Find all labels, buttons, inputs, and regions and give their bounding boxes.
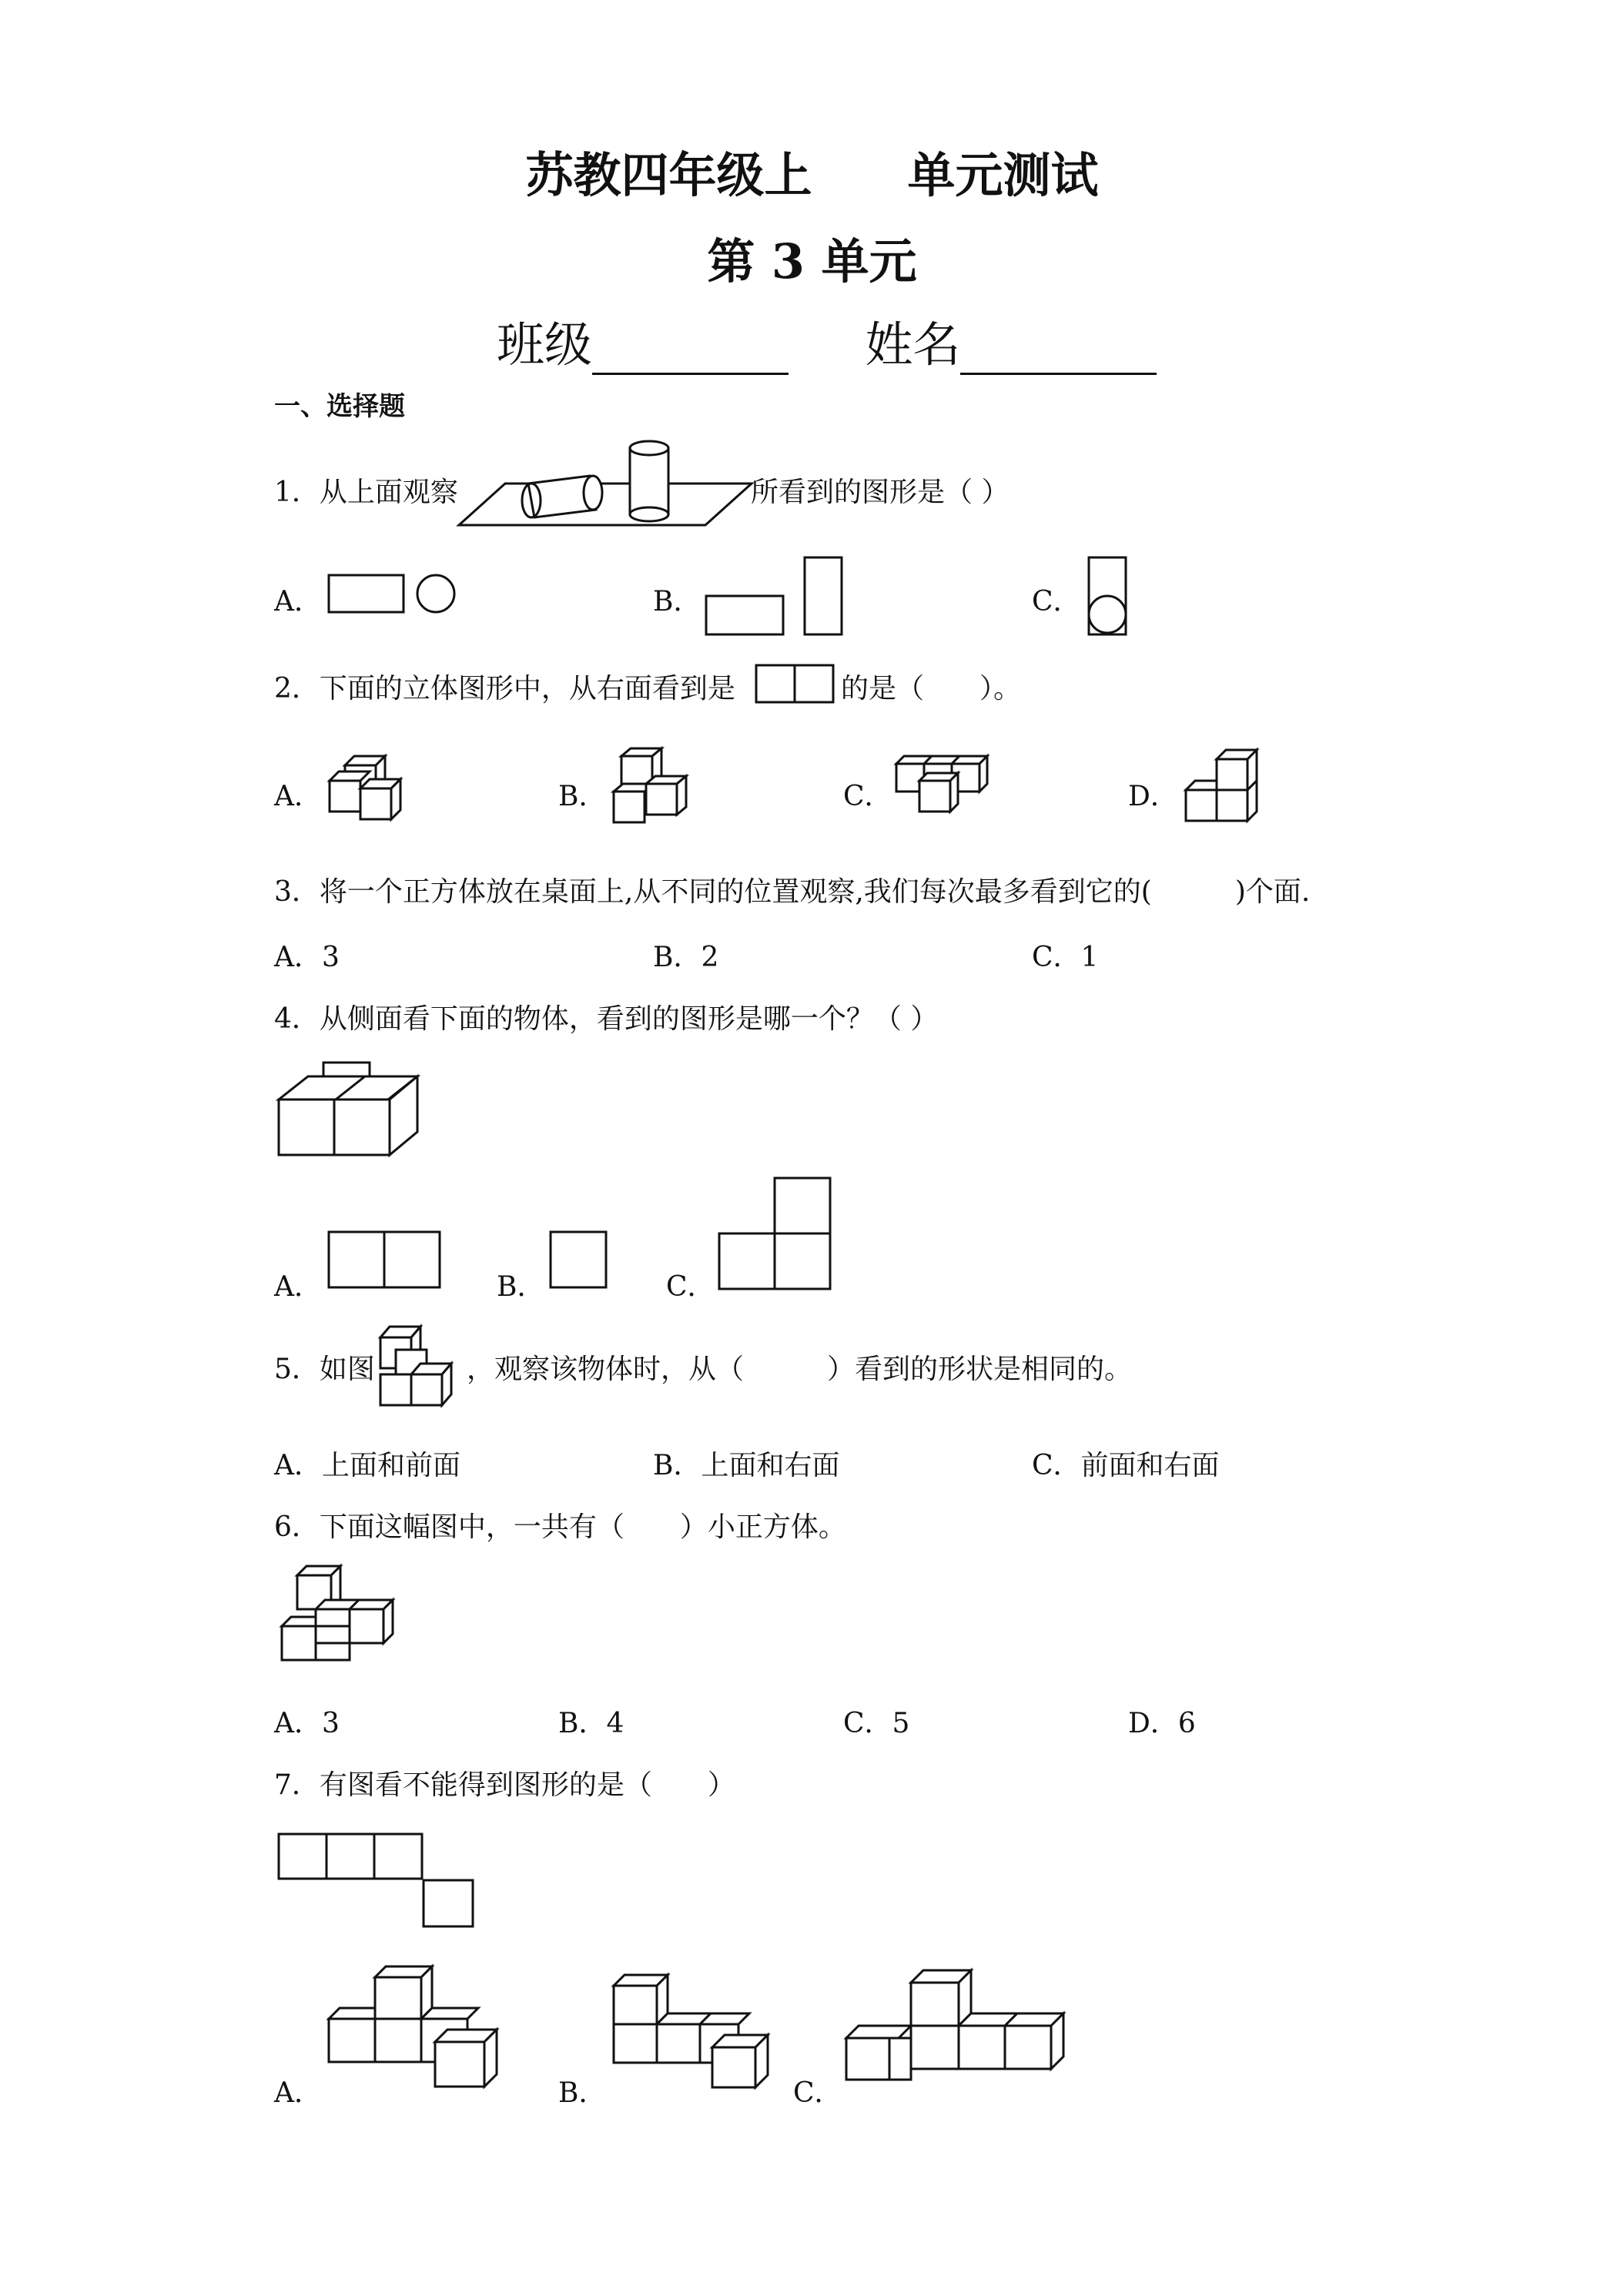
question-1-prefix: 1．从上面观察 <box>274 477 458 508</box>
q3-option-b[interactable]: B．2 <box>653 942 719 973</box>
q4-option-b[interactable]: B． <box>497 1271 545 1303</box>
q5-object-figure <box>377 1320 470 1409</box>
name-blank[interactable] <box>960 330 1157 375</box>
q4-option-b-figure <box>549 1230 611 1290</box>
q3-option-c[interactable]: C．1 <box>1032 942 1099 973</box>
q1-option-c[interactable]: C． <box>1032 586 1081 618</box>
q4-object-figure <box>277 1061 424 1161</box>
q2-option-d-figure <box>1186 748 1263 825</box>
name-label: 姓名 <box>865 316 961 373</box>
q2-option-b-figure <box>612 747 697 832</box>
question-1-suffix: 所看到的图形是（ ） <box>751 477 1010 508</box>
q7-option-a[interactable]: A． <box>274 2077 322 2109</box>
question-2-prefix: 2．下面的立体图形中，从右面看到是 <box>274 673 735 705</box>
q1-option-b-figure <box>705 556 843 637</box>
q2-option-b[interactable]: B． <box>558 781 607 812</box>
q6-option-c[interactable]: C．5 <box>843 1708 910 1739</box>
q2-option-c-figure <box>893 753 1016 822</box>
class-label: 班级 <box>497 316 593 373</box>
q5-option-c[interactable]: C．前面和右面 <box>1032 1450 1220 1481</box>
q1-figure-cylinders <box>459 439 752 531</box>
q7-option-b-figure <box>612 1967 797 2098</box>
q7-option-c-figure <box>843 1960 1082 2098</box>
q7-option-a-figure <box>327 1962 520 2100</box>
q1-option-a-figure <box>327 571 458 618</box>
page-title: 苏教四年级上 单元测试 <box>525 147 1099 203</box>
question-4: 4．从侧面看下面的物体，看到的图形是哪一个？（ ） <box>274 1003 939 1035</box>
question-7: 7．有图看不能得到图形的是（ ） <box>274 1769 735 1801</box>
q7-option-c[interactable]: C． <box>793 2077 842 2109</box>
section-heading: 一、选择题 <box>274 391 405 422</box>
q4-option-c-figure <box>718 1176 833 1292</box>
q6-cubes-figure <box>280 1565 427 1665</box>
q3-option-a[interactable]: A．3 <box>274 942 340 973</box>
q6-option-a[interactable]: A．3 <box>274 1708 340 1739</box>
q6-option-b[interactable]: B．4 <box>558 1708 624 1739</box>
student-info <box>497 306 1157 375</box>
q2-right-view-figure <box>755 664 835 704</box>
q4-option-a-figure <box>327 1230 443 1290</box>
q7-view-figure <box>277 1832 477 1933</box>
q6-option-d[interactable]: D．6 <box>1128 1708 1196 1739</box>
q1-option-a[interactable]: A． <box>274 586 322 618</box>
class-blank[interactable] <box>592 330 789 375</box>
q1-option-c-figure <box>1086 556 1132 637</box>
q4-option-c[interactable]: C． <box>666 1271 715 1303</box>
q5-option-a[interactable]: A．上面和前面 <box>274 1450 460 1481</box>
q2-option-d[interactable]: D． <box>1128 781 1178 812</box>
question-3: 3．将一个正方体放在桌面上,从不同的位置观察,我们每次最多看到它的( )个面. <box>274 876 1311 908</box>
q1-option-b[interactable]: B． <box>653 586 702 618</box>
q2-option-a[interactable]: A． <box>274 781 322 812</box>
q4-option-a[interactable]: A． <box>274 1271 322 1303</box>
q2-option-a-figure <box>330 755 422 828</box>
unit-title: 第 3 单元 <box>707 233 917 290</box>
question-5-prefix: 5．如图 <box>274 1354 375 1385</box>
question-2-suffix: 的是（ ）。 <box>841 673 1022 705</box>
question-5-suffix: ，观察该物体时，从（ ）看到的形状是相同的。 <box>467 1354 1133 1385</box>
q2-option-c[interactable]: C． <box>843 781 892 812</box>
question-6: 6．下面这幅图中，一共有（ ）小正方体。 <box>274 1511 846 1543</box>
q5-option-b[interactable]: B．上面和右面 <box>653 1450 840 1481</box>
q7-option-b[interactable]: B． <box>558 2077 607 2109</box>
